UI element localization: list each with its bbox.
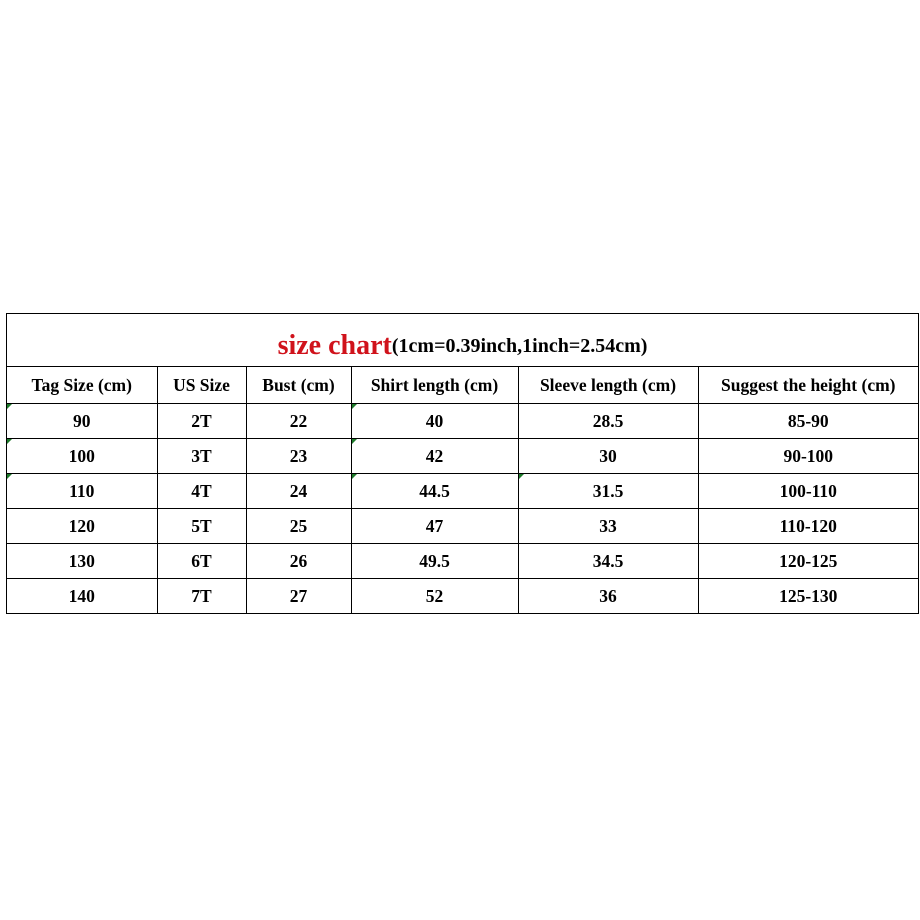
- cell-us-size: 5T: [157, 509, 246, 544]
- table-row: [7, 579, 918, 614]
- cell-tag-size: 140: [7, 579, 157, 614]
- cell-shirt-length: 40: [351, 404, 518, 439]
- cell-bust: 27: [246, 579, 351, 614]
- cell-suggest-height: 100-110: [698, 474, 918, 509]
- cell-bust: 23: [246, 439, 351, 474]
- cell-sleeve-length: 30: [518, 439, 698, 474]
- cell-sleeve-length: 31.5: [518, 474, 698, 509]
- cell-tag-size: 90: [7, 404, 157, 439]
- cell-sleeve-length: 33: [518, 509, 698, 544]
- cell-tag-size: 110: [7, 474, 157, 509]
- cell-suggest-height: 125-130: [698, 579, 918, 614]
- cell-bust: 26: [246, 544, 351, 579]
- table-row: [7, 509, 918, 544]
- cell-us-size: 3T: [157, 439, 246, 474]
- cell-suggest-height: 120-125: [698, 544, 918, 579]
- cell-us-size: 6T: [157, 544, 246, 579]
- cell-shirt-length: 47: [351, 509, 518, 544]
- cell-suggest-height: 85-90: [698, 404, 918, 439]
- cell-bust: 24: [246, 474, 351, 509]
- table-row: [7, 474, 918, 509]
- header-shirt-length: Shirt length (cm): [351, 367, 518, 404]
- cell-suggest-height: 90-100: [698, 439, 918, 474]
- cell-shirt-length: 49.5: [351, 544, 518, 579]
- cell-shirt-length: 52: [351, 579, 518, 614]
- size-chart-title: size chart: [277, 330, 392, 361]
- cell-suggest-height: 110-120: [698, 509, 918, 544]
- cell-tag-size: 130: [7, 544, 157, 579]
- cell-tag-size: 120: [7, 509, 157, 544]
- cell-sleeve-length: 34.5: [518, 544, 698, 579]
- cell-shirt-length: 42: [351, 439, 518, 474]
- table-row: [7, 404, 918, 439]
- size-conversion-note: (1cm=0.39inch,1inch=2.54cm): [391, 335, 648, 357]
- header-row: [7, 367, 918, 404]
- header-suggest-height: Suggest the height (cm): [698, 367, 918, 404]
- header-sleeve-length: Sleeve length (cm): [518, 367, 698, 404]
- header-tag-size: Tag Size (cm): [7, 367, 157, 404]
- cell-sleeve-length: 28.5: [518, 404, 698, 439]
- cell-us-size: 4T: [157, 474, 246, 509]
- cell-us-size: 7T: [157, 579, 246, 614]
- cell-shirt-length: 44.5: [351, 474, 518, 509]
- table-row: [7, 544, 918, 579]
- title-row: [7, 314, 918, 367]
- header-bust: Bust (cm): [246, 367, 351, 404]
- cell-bust: 25: [246, 509, 351, 544]
- cell-sleeve-length: 36: [518, 579, 698, 614]
- cell-us-size: 2T: [157, 404, 246, 439]
- cell-bust: 22: [246, 404, 351, 439]
- header-us-size: US Size: [157, 367, 246, 404]
- size-chart-sheet: [6, 313, 919, 614]
- cell-tag-size: 100: [7, 439, 157, 474]
- table-row: [7, 439, 918, 474]
- size-table: [7, 367, 918, 614]
